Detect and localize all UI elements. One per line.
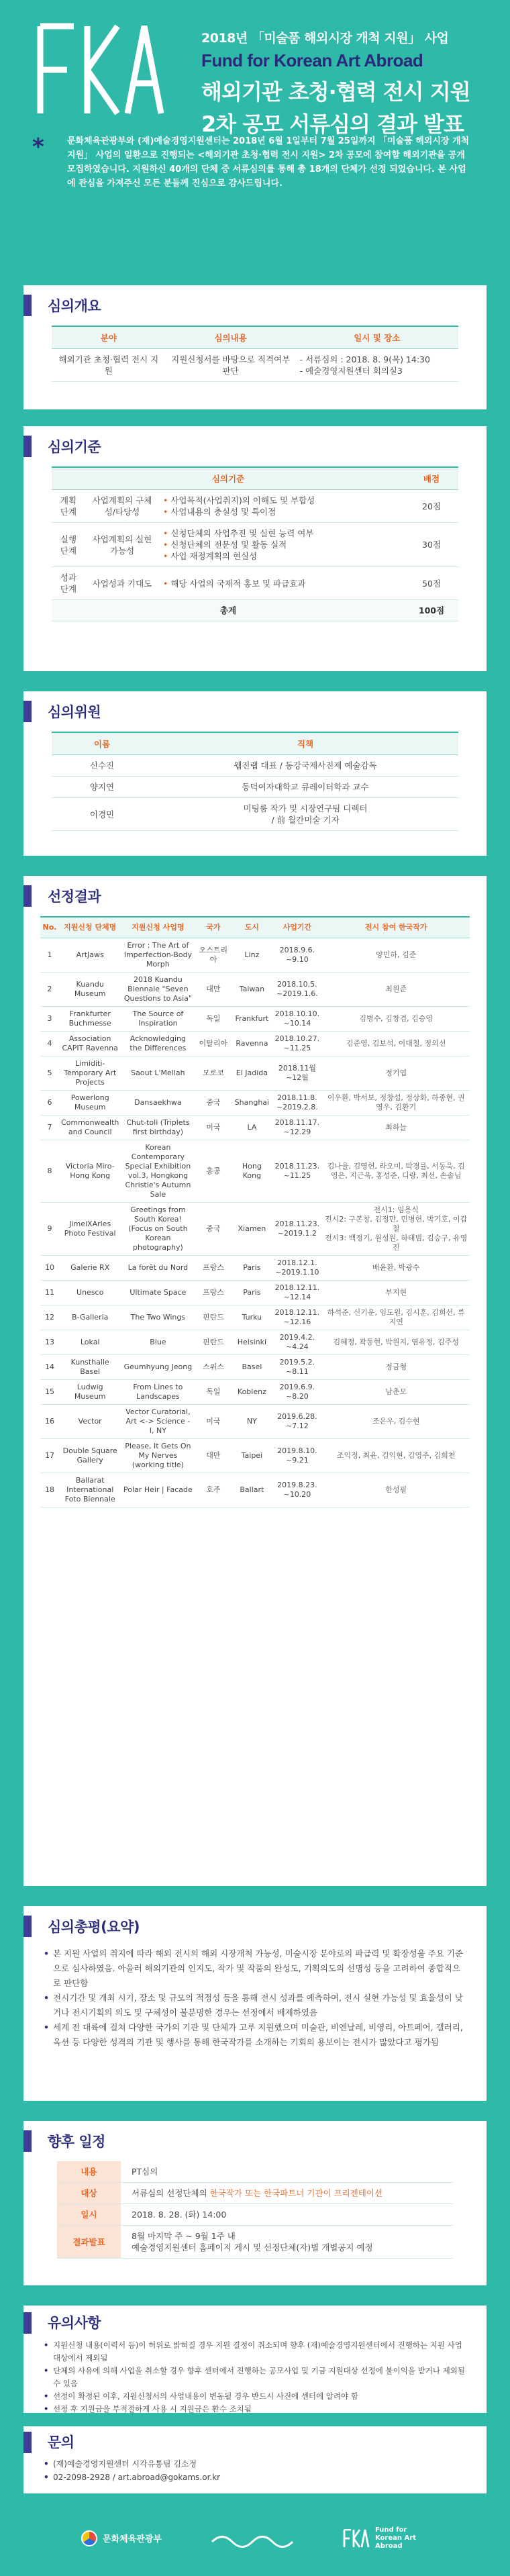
fkaa-logo-icon — [34, 23, 168, 117]
section-bar — [23, 885, 32, 907]
table-cell: 프랑스 — [195, 1281, 232, 1305]
table-row — [57, 2161, 453, 2183]
header-title-line2: 2차 공모 서류심의 결과 발표 — [201, 111, 464, 137]
table-cell: 웹진랩 대표 / 동강국제사진제 예술감독 — [152, 755, 458, 777]
table-cell: 정금형 — [322, 1355, 470, 1380]
table-row — [40, 1032, 470, 1056]
table-cell: Please, It Gets On My Nerves (working title) — [121, 1439, 195, 1473]
review-list — [44, 1946, 466, 2050]
table-cell: 성과 단계 — [52, 567, 85, 600]
table-cell: Paris — [232, 1256, 272, 1281]
table-cell: El Jadida — [232, 1056, 272, 1091]
table-cell: Kuandu Museum — [59, 973, 121, 1007]
table-row — [40, 1439, 470, 1473]
table-cell: 계획 단계 — [52, 490, 85, 523]
table-cell: 양지연 — [52, 777, 152, 798]
list-item: • 전시기간 및 개최 시기, 장소 및 규모의 적정성 등을 통해 전시 성과를 예측하여, 전시 실현 가능성 및 효율성이 낮거나 전시기획의 의도 및 구체성이 불분명한 경우는 선정에서 배제하였음 — [44, 1991, 466, 2020]
header-text — [201, 28, 490, 138]
section-header — [23, 2306, 487, 2339]
table-row — [40, 1256, 470, 1281]
table-cell: La forêt du Nord — [121, 1256, 195, 1281]
table-header: 지원신청 단체명 — [59, 917, 121, 938]
table-cell: 김병수, 김창겸, 김승영 — [322, 1007, 470, 1032]
section-bar — [23, 2432, 32, 2453]
table-cell: 대만 — [195, 1439, 232, 1473]
table-cell: 전시1: 임용식 전시2: 구본창, 김정만, 민병헌, 박기호, 이갑철 전시3: 백정기, 원성원, 하태범, 김승구, 유영진 — [322, 1203, 470, 1256]
table-cell: 이경민 — [52, 798, 152, 831]
table-cell: 모로코 — [195, 1056, 232, 1091]
table-cell: 지원신청서를 바탕으로 적격여부 판단 — [166, 349, 296, 382]
table-cell: 20점 — [405, 490, 458, 523]
table-cell: 스위스 — [195, 1355, 232, 1380]
section-header — [23, 1906, 487, 1946]
section-title: 심의기준 — [48, 439, 101, 455]
section-header — [23, 876, 487, 916]
table-cell: Greetings from South Korea! (Focus on South Korean photography) — [121, 1203, 195, 1256]
section-results — [23, 876, 487, 1886]
table-cell: 13 — [40, 1330, 59, 1355]
table-cell: 이우환, 박서보, 정창섭, 정상화, 하종현, 권영우, 김환기 — [322, 1091, 470, 1116]
table-cell: 2018.10.10. ~10.14 — [272, 1007, 322, 1032]
table-cell: 8 — [40, 1140, 59, 1203]
table-row-total — [52, 600, 458, 622]
table-cell: Ravenna — [232, 1032, 272, 1056]
table-cell: 미국 — [195, 1116, 232, 1140]
table-cell: Hong Kong — [232, 1140, 272, 1203]
section-bar — [23, 295, 32, 316]
table-cell: 50점 — [405, 567, 458, 600]
table-header: No. — [40, 917, 59, 938]
table-row — [40, 1056, 470, 1091]
table-header: 배점 — [405, 467, 458, 490]
table-cell: • 해당 사업의 국제적 홍보 및 파급효과 — [159, 567, 405, 600]
table-cell: 2018 Kuandu Biennale "Seven Questions to Asia" — [121, 973, 195, 1007]
table-cell: 해외기관 초청·협력 전시 지원 — [52, 349, 166, 382]
table-cell: 조은우, 김수현 — [322, 1405, 470, 1439]
table-cell: 홍콩 — [195, 1140, 232, 1203]
table-cell: Blue — [121, 1330, 195, 1355]
table-cell: 2018.9.6. ~9.10 — [272, 938, 322, 973]
gokams-wave-icon — [209, 2528, 296, 2548]
table-cell: Lokal — [59, 1330, 121, 1355]
table-cell: - 서류심의 : 2018. 8. 9(목) 14:30 - 예술경영지원센터 회의실3 — [296, 349, 458, 382]
table-cell: 2018.11.8. ~2019.2.8. — [272, 1091, 322, 1116]
section-criteria — [23, 426, 487, 671]
table-cell: Galerie RX — [59, 1256, 121, 1281]
section-header — [23, 691, 487, 732]
list-item: • 선정 후 지원금을 부적절하게 사용 시 지원금은 환수 조치됨 — [44, 2403, 466, 2416]
table-cell: 2019.8.10. ~9.21 — [272, 1439, 322, 1473]
table-cell: 미팅룸 작가 및 시장연구팀 디렉터 / 前 월간미술 기자 — [152, 798, 458, 831]
overview-table — [52, 326, 458, 382]
table-cell: Vector — [59, 1405, 121, 1439]
table-cell: 대만 — [195, 973, 232, 1007]
table-cell: Ballarat International Foto Biennale — [59, 1473, 121, 1507]
section-title: 유의사항 — [48, 2315, 101, 2331]
table-row — [40, 1305, 470, 1330]
table-cell: 핀란드 — [195, 1305, 232, 1330]
table-header: 도시 — [232, 917, 272, 938]
table-row — [57, 2226, 453, 2259]
table-cell: 10 — [40, 1256, 59, 1281]
table-cell: Linz — [232, 938, 272, 973]
table-cell: 3 — [40, 1007, 59, 1032]
table-cell: 2018.11.23. ~2019.1.2 — [272, 1203, 322, 1256]
table-cell: 독일 — [195, 1007, 232, 1032]
table-cell: 한성필 — [322, 1473, 470, 1507]
table-cell: 배윤환, 박광수 — [322, 1256, 470, 1281]
section-bar — [23, 2130, 32, 2152]
schedule-table — [57, 2161, 453, 2259]
table-cell: 2018.11.17. ~12.29 — [272, 1116, 322, 1140]
table-cell: 2018.12.11. ~12.16 — [272, 1305, 322, 1330]
table-cell: 신수진 — [52, 755, 152, 777]
ministry-name: 문화체육관광부 — [103, 2534, 162, 2544]
table-cell: 이탈리아 — [195, 1032, 232, 1056]
intro — [0, 124, 510, 268]
table-cell: 프랑스 — [195, 1256, 232, 1281]
table-row — [40, 1330, 470, 1355]
table-cell: 1 — [40, 938, 59, 973]
table-cell: Ballart — [232, 1473, 272, 1507]
table-cell: Association CAPIT Ravenna — [59, 1032, 121, 1056]
table-cell: 2018.12.1. ~2019.1.10 — [272, 1256, 322, 1281]
table-cell: 양민하, 김준 — [322, 938, 470, 973]
table-cell: 동덕여자대학교 큐레이터학과 교수 — [152, 777, 458, 798]
results-table — [40, 916, 470, 1507]
table-cell: Double Square Gallery — [59, 1439, 121, 1473]
table-cell: 2 — [40, 973, 59, 1007]
table-cell: 김준영, 김보석, 이대철, 정의선 — [322, 1032, 470, 1056]
list-item: • 세계 전 대륙에 걸쳐 다양한 국가의 기관 및 단체가 고루 지원했으며 미술관, 비엔날레, 비영리, 아트페어, 갤러리, 옥션 등 다양한 성격의 기관 및 행사를 통해 한국작가를 소개하는 기회의 용보이는 전시가 많았다고 평가됨 — [44, 2020, 466, 2050]
table-header: 심의기준 — [52, 467, 405, 490]
table-cell: Limiditi-Temporary Art Projects — [59, 1056, 121, 1091]
contact-org: • (재)예술경영지원센터 시각유통팀 김소정 — [44, 2457, 466, 2471]
section-schedule — [23, 2121, 487, 2285]
schedule-label: 내용 — [57, 2161, 121, 2183]
section-header — [23, 285, 487, 326]
table-cell: Frankfurt — [232, 1007, 272, 1032]
table-cell: 18 — [40, 1473, 59, 1507]
table-cell: Taiwan — [232, 973, 272, 1007]
table-row — [52, 777, 458, 798]
section-committee — [23, 691, 487, 856]
table-cell: Paris — [232, 1281, 272, 1305]
table-cell: 사업계획의 실현가능성 — [85, 523, 159, 567]
table-cell: 김혜정, 곽동현, 박원지, 염유정, 김주성 — [322, 1330, 470, 1355]
criteria-table — [52, 466, 458, 622]
table-cell: 최하늘 — [322, 1116, 470, 1140]
table-header: 직책 — [152, 732, 458, 755]
table-header: 전시 참여 한국작가 — [322, 917, 470, 938]
section-title: 심의위원 — [48, 704, 101, 720]
table-row — [40, 1091, 470, 1116]
table-cell: 2018.10.5. ~2019.1.6. — [272, 973, 322, 1007]
table-header: 심의내용 — [166, 326, 296, 349]
table-cell: 중국 — [195, 1091, 232, 1116]
table-cell: Victoria Miro-Hong Kong — [59, 1140, 121, 1203]
table-cell: Shanghai — [232, 1091, 272, 1116]
contact-list — [44, 2457, 466, 2484]
table-cell: Error : The Art of Imperfection-Body Morph — [121, 938, 195, 973]
table-row — [40, 973, 470, 1007]
table-cell: 2019.6.28. ~7.12 — [272, 1405, 322, 1439]
table-cell: Dansaekhwa — [121, 1091, 195, 1116]
table-cell: Acknowledging the Differences — [121, 1032, 195, 1056]
table-cell: 4 — [40, 1032, 59, 1056]
section-notes — [23, 2306, 487, 2413]
total-value: 100점 — [405, 600, 458, 622]
section-title: 심의개요 — [48, 298, 101, 314]
footer — [0, 2500, 510, 2576]
notes-list — [44, 2339, 466, 2416]
table-cell: 부지현 — [322, 1281, 470, 1305]
schedule-label: 결과발표 — [57, 2226, 121, 2259]
table-row — [52, 567, 458, 600]
table-cell: NY — [232, 1405, 272, 1439]
table-cell: Ultimate Space — [121, 1281, 195, 1305]
table-cell: 정기엽 — [322, 1056, 470, 1091]
table-cell: Kunsthalle Basel — [59, 1355, 121, 1380]
table-cell: 핀란드 — [195, 1330, 232, 1355]
table-row — [52, 523, 458, 567]
section-bar — [23, 2312, 32, 2334]
table-cell: 호주 — [195, 1473, 232, 1507]
table-row — [52, 490, 458, 523]
table-cell: 독일 — [195, 1380, 232, 1405]
table-row — [40, 1007, 470, 1032]
section-header — [23, 2426, 487, 2457]
table-header: 사업기간 — [272, 917, 322, 938]
table-cell: 16 — [40, 1405, 59, 1439]
list-item: • 선정이 확정된 이후, 지원신청서의 사업내용이 변동될 경우 반드시 사전에 센터에 알려야 함 — [44, 2390, 466, 2403]
fkaa-footer-logo — [343, 2526, 429, 2550]
table-cell: 11 — [40, 1281, 59, 1305]
table-cell: 2019.6.9. ~8.20 — [272, 1380, 322, 1405]
table-cell: Saout L'Mellah — [121, 1056, 195, 1091]
section-review — [23, 1906, 487, 2101]
list-item: • 지원신청 내용(이력서 등)이 허위로 밝혀질 경우 지원 결정이 취소되며 향후 (재)예술경영지원센터에서 진행하는 지원 사업 대상에서 제외됨 — [44, 2339, 466, 2365]
table-cell: 사업계획의 구체성/타당성 — [85, 490, 159, 523]
table-cell: 남춘모 — [322, 1380, 470, 1405]
fkaa-name: Fund for Korean Art Abroad — [374, 2526, 416, 2550]
table-cell: Xiamen — [232, 1203, 272, 1256]
table-cell: Polar Heir | Facade — [121, 1473, 195, 1507]
table-row — [40, 1140, 470, 1203]
table-cell: Frankfurter Buchmesse — [59, 1007, 121, 1032]
table-cell: 2019.4.2. ~4.24 — [272, 1330, 322, 1355]
section-bar — [23, 701, 32, 722]
header-title-line1: 해외기관 초청·협력 전시 지원 — [201, 79, 470, 105]
table-cell: 2018.11월 ~12월 — [272, 1056, 322, 1091]
table-row — [40, 1281, 470, 1305]
table-row — [52, 755, 458, 777]
table-row — [40, 1380, 470, 1405]
schedule-value: PT심의 — [121, 2161, 453, 2183]
header — [0, 0, 510, 137]
table-cell: From Lines to Landscapes — [121, 1380, 195, 1405]
table-cell: The Source of Inspiration — [121, 1007, 195, 1032]
section-contact — [23, 2426, 487, 2493]
table-cell: 14 — [40, 1355, 59, 1380]
section-title: 문의 — [48, 2434, 74, 2450]
table-cell: 2019.8.23. ~10.20 — [272, 1473, 322, 1507]
section-bar — [23, 1916, 32, 1937]
table-cell: 미국 — [195, 1405, 232, 1439]
table-cell: 실행 단계 — [52, 523, 85, 567]
table-row — [40, 1203, 470, 1256]
table-row — [40, 1116, 470, 1140]
table-cell: Unesco — [59, 1281, 121, 1305]
table-cell: 중국 — [195, 1203, 232, 1256]
table-row — [52, 798, 458, 831]
table-row — [57, 2183, 453, 2204]
table-cell: 하석준, 신기운, 임도원, 김시훈, 김희선, 류지연 — [322, 1305, 470, 1330]
committee-table — [52, 732, 458, 831]
table-cell: Helsinki — [232, 1330, 272, 1355]
section-title: 향후 일정 — [48, 2134, 105, 2150]
table-cell: Ludwig Museum — [59, 1380, 121, 1405]
table-cell: 9 — [40, 1203, 59, 1256]
table-cell: Vector Curatorial, Art <-> Science - I, NY — [121, 1405, 195, 1439]
ministry-emblem-icon — [81, 2530, 97, 2546]
table-row — [40, 1355, 470, 1380]
table-cell: Commonwealth and Council — [59, 1116, 121, 1140]
schedule-value: 8월 마지막 주 ~ 9월 1주 내 예술경영지원센터 홈페이지 게시 및 선정단체(자)별 개별공지 예정 — [121, 2226, 453, 2259]
schedule-label: 일시 — [57, 2204, 121, 2226]
table-header: 이름 — [52, 732, 152, 755]
table-cell: 김나율, 김영헌, 라오미, 박경률, 서동욱, 김영은, 지근욱, 홍성준, 디랑, 최선, 손솔님 — [322, 1140, 470, 1203]
section-overview — [23, 285, 487, 409]
table-cell: 2018.11.23. ~11.25 — [272, 1140, 322, 1203]
list-item: • 단체의 사유에 의해 사업을 취소할 경우 향후 센터에서 진행하는 공모사업 및 기금 지원대상 선정에 불이익을 받거나 제외될 수 있음 — [44, 2365, 466, 2390]
table-row — [40, 938, 470, 973]
table-cell: The Two Wings — [121, 1305, 195, 1330]
table-cell: Taipei — [232, 1439, 272, 1473]
table-cell: Koblenz — [232, 1380, 272, 1405]
table-cell: 6 — [40, 1091, 59, 1116]
list-item: • 본 지원 사업의 취지에 따라 해외 전시의 해외 시장개척 가능성, 미술시장 분야로의 파급력 및 확장성을 주요 기준으로 심사하였음. 아울러 해외기관의 인지도, 작가 및 작품의 완성도, 기획의도의 선명성 등을 고려하여 종합적으로 판단함 — [44, 1946, 466, 1991]
table-row — [40, 1405, 470, 1439]
table-row — [40, 1473, 470, 1507]
header-english-title: Fund for Korean Art Abroad — [201, 50, 423, 70]
table-cell: 오스트리아 — [195, 938, 232, 973]
section-title: 심의총평(요약) — [48, 1919, 140, 1935]
fkaa-logo-icon — [343, 2529, 370, 2548]
table-cell: 사업성과 기대도 — [85, 567, 159, 600]
gokams-logo — [209, 2528, 296, 2548]
section-header — [23, 2121, 487, 2161]
table-cell: 12 — [40, 1305, 59, 1330]
section-title: 선정결과 — [48, 889, 101, 905]
table-header: 일시 및 장소 — [296, 326, 458, 349]
table-cell: Powerlong Museum — [59, 1091, 121, 1116]
table-cell: 17 — [40, 1439, 59, 1473]
table-row — [57, 2204, 453, 2226]
section-header — [23, 426, 487, 466]
table-cell: Geumhyung Jeong — [121, 1355, 195, 1380]
table-cell: 조익정, 최윤, 김익현, 김영주, 김희천 — [322, 1439, 470, 1473]
schedule-value: 2018. 8. 28. (화) 14:00 — [121, 2204, 453, 2226]
table-cell: 15 — [40, 1380, 59, 1405]
table-cell: JimeiXArles Photo Festival — [59, 1203, 121, 1256]
table-cell: 최원준 — [322, 973, 470, 1007]
table-cell: 2018.12.11. ~12.14 — [272, 1281, 322, 1305]
header-subtitle: 2018년 「미술품 해외시장 개척 지원」 사업 — [201, 31, 449, 46]
table-cell: • 신청단체의 사업추진 및 실현 능력 여부 • 신청단체의 전문성 및 활동 실적 • 사업 재정계획의 현실성 — [159, 523, 405, 567]
table-cell: 30점 — [405, 523, 458, 567]
table-header: 국가 — [195, 917, 232, 938]
table-header: 지원신청 사업명 — [121, 917, 195, 938]
schedule-label: 대상 — [57, 2183, 121, 2204]
table-cell: Turku — [232, 1305, 272, 1330]
ministry-logo — [81, 2530, 162, 2546]
table-cell: Chut-toli (Triplets first birthday) — [121, 1116, 195, 1140]
table-cell: • 사업목적(사업취지)의 이해도 및 부합성 • 사업내용의 충실성 및 특이점 — [159, 490, 405, 523]
table-cell: 2018.10.27. ~11.25 — [272, 1032, 322, 1056]
table-cell: 5 — [40, 1056, 59, 1091]
table-cell: Korean Contemporary Special Exhibition vol.3, Hongkong Christie's Autumn Sale — [121, 1140, 195, 1203]
asterisk-icon: * — [32, 134, 44, 160]
schedule-value: 서류심의 선정단체의 한국작가 또는 한국파트너 기관이 프리젠테이션 — [121, 2183, 453, 2204]
contact-info[interactable]: • 02-2098-2928 / art.abroad@gokams.or.kr — [44, 2471, 466, 2484]
table-cell: LA — [232, 1116, 272, 1140]
table-cell: Basel — [232, 1355, 272, 1380]
total-label: 총계 — [52, 600, 405, 622]
table-cell: 7 — [40, 1116, 59, 1140]
table-cell: B-Galleria — [59, 1305, 121, 1330]
intro-text: 문화체육관광부와 (재)예술경영지원센터는 2018년 6월 1일부터 7월 25일까지 「미술품 해외시장 개척 지원」 사업의 일환으로 진행되는 <해외기관 초청·협력 전시 지원> 2차 공모에 참여할 해외기관을 공개 모집하였습니다. 지원하신 40개의 단체 중 서류심의를 통해 총 18개의 단체가 선정 되었습니다. 본 사업에 관심을 가져주신 모든 분들께 진심으로 감사드립니다. — [67, 136, 470, 189]
table-cell: 2019.5.2. ~8.11 — [272, 1355, 322, 1380]
section-bar — [23, 436, 32, 457]
table-header: 분야 — [52, 326, 166, 349]
table-cell: ArtJaws — [59, 938, 121, 973]
